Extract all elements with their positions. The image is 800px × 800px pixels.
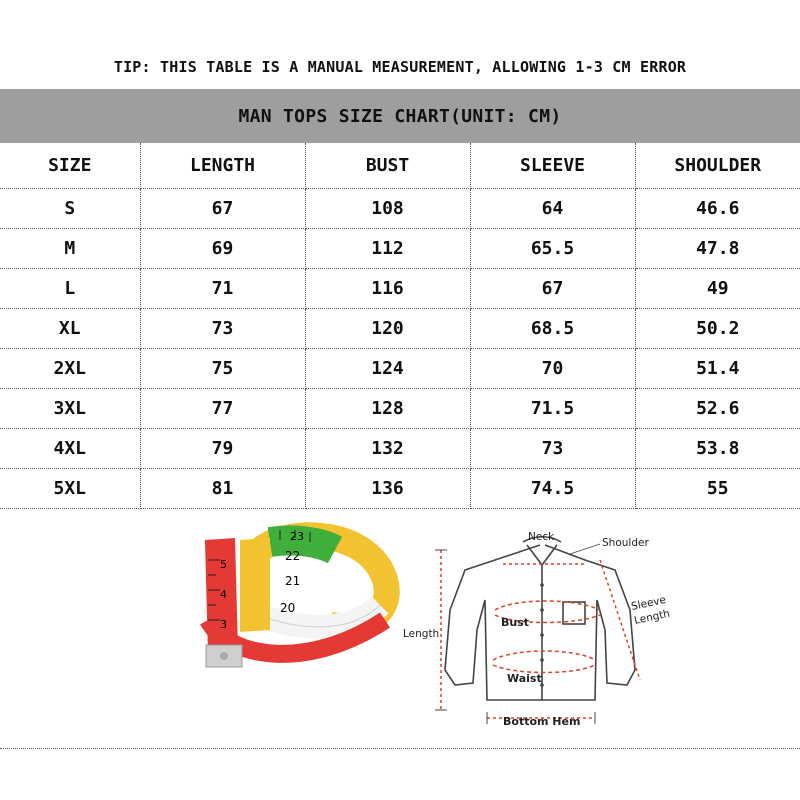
table-cell-size: 4XL bbox=[0, 429, 140, 469]
table-cell-sleeve: 65.5 bbox=[470, 229, 635, 269]
table-cell-shoulder: 55 bbox=[635, 469, 800, 509]
table-cell-length: 75 bbox=[140, 349, 305, 389]
table-cell-shoulder: 50.2 bbox=[635, 309, 800, 349]
table-cell-length: 67 bbox=[140, 189, 305, 229]
tape-number: 22 bbox=[285, 549, 301, 563]
table-cell-shoulder: 47.8 bbox=[635, 229, 800, 269]
table-cell-length: 73 bbox=[140, 309, 305, 349]
table-cell-size: M bbox=[0, 229, 140, 269]
table-row bbox=[0, 349, 800, 389]
table-cell-bust: 136 bbox=[305, 469, 470, 509]
tape-number: 23 bbox=[290, 530, 304, 543]
tape-number: 4 bbox=[220, 588, 227, 601]
tape-number: 21 bbox=[285, 574, 301, 588]
table-row bbox=[0, 389, 800, 429]
table-cell-size: XL bbox=[0, 309, 140, 349]
label-bottom-hem: Bottom Hem bbox=[503, 715, 581, 728]
table-cell-length: 79 bbox=[140, 429, 305, 469]
table-cell-size: 2XL bbox=[0, 349, 140, 389]
tape-number: 3 bbox=[220, 618, 227, 631]
table-cell-sleeve: 70 bbox=[470, 349, 635, 389]
table-row bbox=[0, 469, 800, 509]
table-cell-size: S bbox=[0, 189, 140, 229]
table-cell-bust: 124 bbox=[305, 349, 470, 389]
label-waist: Waist bbox=[507, 672, 542, 685]
label-sleeve: Sleeve bbox=[630, 593, 668, 613]
table-row bbox=[0, 309, 800, 349]
table-cell-sleeve: 71.5 bbox=[470, 389, 635, 429]
table-cell-size: 5XL bbox=[0, 469, 140, 509]
shirt-diagram bbox=[395, 520, 705, 735]
tape-number: 20 bbox=[280, 601, 296, 615]
tape-number: 5 bbox=[220, 558, 227, 571]
table-cell-sleeve: 64 bbox=[470, 189, 635, 229]
table-cell-shoulder: 51.4 bbox=[635, 349, 800, 389]
table-cell-bust: 112 bbox=[305, 229, 470, 269]
table-cell-bust: 108 bbox=[305, 189, 470, 229]
label-bust: Bust bbox=[501, 616, 530, 629]
tip-text: TIP: THIS TABLE IS A MANUAL MEASUREMENT, ALLOWING 1-3 CM ERROR bbox=[113, 58, 687, 76]
table-cell-bust: 120 bbox=[305, 309, 470, 349]
table-cell-length: 69 bbox=[140, 229, 305, 269]
header-length: LENGTH bbox=[140, 143, 305, 189]
table-cell-sleeve: 68.5 bbox=[470, 309, 635, 349]
table-row bbox=[0, 229, 800, 269]
label-length: Length bbox=[403, 628, 440, 640]
size-chart-table bbox=[0, 143, 800, 509]
table-cell-shoulder: 52.6 bbox=[635, 389, 800, 429]
header-sleeve: SLEEVE bbox=[470, 143, 635, 189]
table-cell-shoulder: 53.8 bbox=[635, 429, 800, 469]
chart-title-bar bbox=[0, 89, 800, 143]
table-cell-bust: 132 bbox=[305, 429, 470, 469]
table-cell-sleeve: 73 bbox=[470, 429, 635, 469]
table-header-row bbox=[0, 143, 800, 189]
measuring-tape-image bbox=[120, 520, 400, 710]
table-cell-size: L bbox=[0, 269, 140, 309]
table-cell-shoulder: 46.6 bbox=[635, 189, 800, 229]
table-cell-length: 81 bbox=[140, 469, 305, 509]
label-shoulder: Shoulder bbox=[602, 537, 649, 549]
table-cell-bust: 128 bbox=[305, 389, 470, 429]
table-row bbox=[0, 189, 800, 229]
waist-arrow bbox=[493, 651, 595, 660]
bottom-divider bbox=[0, 748, 800, 749]
label-sleeve-length: Length bbox=[633, 607, 672, 627]
header-size: SIZE bbox=[0, 143, 140, 189]
chart-title: MAN TOPS SIZE CHART(UNIT: CM) bbox=[238, 105, 562, 127]
label-neck: Neck bbox=[528, 531, 555, 543]
header-shoulder: SHOULDER bbox=[635, 143, 800, 189]
table-cell-bust: 116 bbox=[305, 269, 470, 309]
table-cell-shoulder: 49 bbox=[635, 269, 800, 309]
header-bust: BUST bbox=[305, 143, 470, 189]
table-cell-sleeve: 74.5 bbox=[470, 469, 635, 509]
table-row bbox=[0, 429, 800, 469]
table-row bbox=[0, 269, 800, 309]
table-cell-size: 3XL bbox=[0, 389, 140, 429]
table-cell-length: 71 bbox=[140, 269, 305, 309]
table-cell-sleeve: 67 bbox=[470, 269, 635, 309]
table-cell-length: 77 bbox=[140, 389, 305, 429]
